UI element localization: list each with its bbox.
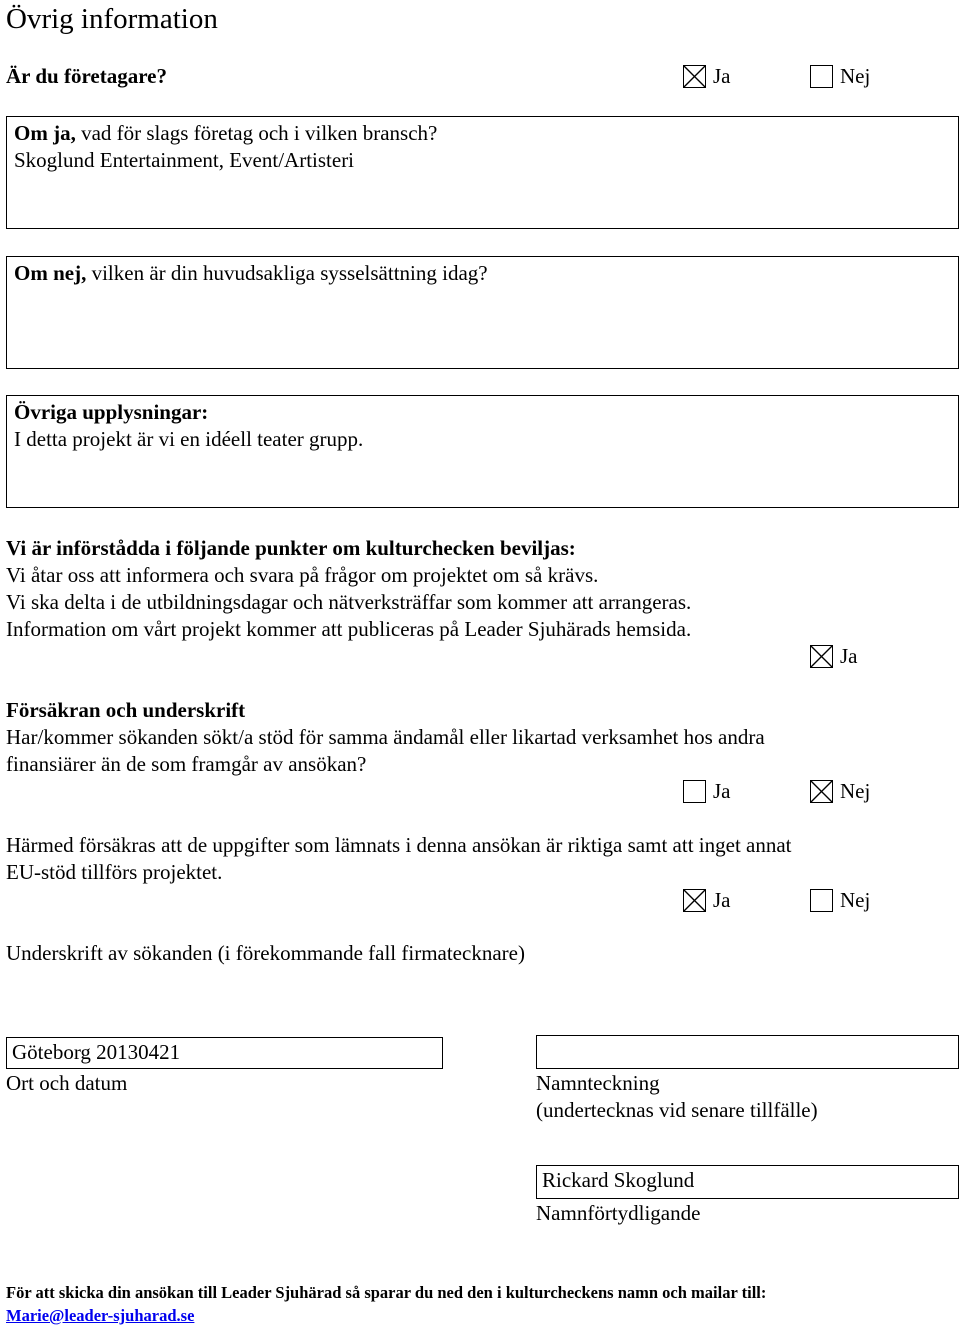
check-x-icon bbox=[684, 890, 705, 911]
section-title: Övrig information bbox=[6, 3, 218, 35]
other-info-box[interactable] bbox=[6, 395, 959, 508]
assurance-q2-line-1: Härmed försäkras att de uppgifter som lämnats i denna ansökan är riktiga samt att inget annat bbox=[6, 833, 792, 857]
if-no-box[interactable] bbox=[6, 256, 959, 369]
agreement-line-3: Information om vårt projekt kommer att publiceras på Leader Sjuhärads hemsida. bbox=[6, 617, 692, 641]
assurance-q1-line-1: Har/kommer sökanden sökt/a stöd för samma ändamål eller likartad verksamhet hos andra bbox=[6, 725, 765, 749]
place-date-value: Göteborg 20130421 bbox=[12, 1040, 181, 1064]
place-date-field[interactable] bbox=[6, 1037, 443, 1069]
agreement-line-2: Vi ska delta i de utbildningsdagar och nätverksträffar som kommer att arrangeras. bbox=[6, 590, 692, 614]
entrepreneur-question: Är du företagare? bbox=[6, 64, 167, 88]
agreement-heading: Vi är införstådda i följande punkter om kulturchecken beviljas: bbox=[6, 536, 576, 560]
entrepreneur-no-checkbox[interactable] bbox=[810, 65, 833, 88]
assurance-q1-no-label: Nej bbox=[840, 779, 871, 803]
other-info-label: Övriga upplysningar: bbox=[14, 400, 209, 424]
assurance-q2-no-label: Nej bbox=[840, 888, 871, 912]
assurance-q2-no-checkbox[interactable] bbox=[810, 889, 833, 912]
assurance-q1-yes-checkbox[interactable] bbox=[683, 780, 706, 803]
if-yes-box[interactable] bbox=[6, 116, 959, 229]
agreement-yes-checkbox[interactable] bbox=[810, 645, 833, 668]
assurance-q2-line-2: EU-stöd tillförs projektet. bbox=[6, 860, 223, 884]
agreement-line-1: Vi åtar oss att informera och svara på frågor om projektet om så krävs. bbox=[6, 563, 599, 587]
signature-field[interactable] bbox=[536, 1035, 959, 1069]
assurance-q1-line-2: finansiärer än de som framgår av ansökan? bbox=[6, 752, 367, 776]
assurance-q2-yes-label: Ja bbox=[713, 888, 731, 912]
signature-label: Namnteckning bbox=[536, 1071, 660, 1095]
if-no-label: Om nej, vilken är din huvudsakliga sysselsättning idag? bbox=[14, 261, 488, 285]
check-x-icon bbox=[811, 781, 832, 802]
place-date-label: Ort och datum bbox=[6, 1071, 128, 1095]
signature-note: (undertecknas vid senare tillfälle) bbox=[536, 1098, 818, 1122]
name-clarification-label: Namnförtydligande bbox=[536, 1201, 701, 1225]
assurance-q2-yes-checkbox[interactable] bbox=[683, 889, 706, 912]
assurance-q1-yes-label: Ja bbox=[713, 779, 731, 803]
check-x-icon bbox=[811, 646, 832, 667]
if-yes-label: Om ja, vad för slags företag och i vilken bransch? bbox=[14, 121, 438, 145]
footer-email-link[interactable]: Marie@leader-sjuharad.se bbox=[6, 1306, 195, 1325]
assurance-heading: Försäkran och underskrift bbox=[6, 698, 246, 722]
agreement-yes-label: Ja bbox=[840, 644, 858, 668]
entrepreneur-yes-label: Ja bbox=[713, 64, 731, 88]
name-clarification-field[interactable] bbox=[536, 1165, 959, 1199]
check-x-icon bbox=[684, 66, 705, 87]
name-clarification-value: Rickard Skoglund bbox=[542, 1168, 695, 1192]
entrepreneur-yes-checkbox[interactable] bbox=[683, 65, 706, 88]
other-info-answer: I detta projekt är vi en idéell teater grupp. bbox=[14, 427, 364, 451]
assurance-q1-no-checkbox[interactable] bbox=[810, 780, 833, 803]
entrepreneur-no-label: Nej bbox=[840, 64, 871, 88]
footer-text: För att skicka din ansökan till Leader Sjuhärad så sparar du ned den i kulturcheckens namn och mailar till: bbox=[6, 1283, 767, 1302]
signature-heading: Underskrift av sökanden (i förekommande fall firmatecknare) bbox=[6, 941, 525, 965]
if-yes-answer: Skoglund Entertainment, Event/Artisteri bbox=[14, 148, 355, 172]
